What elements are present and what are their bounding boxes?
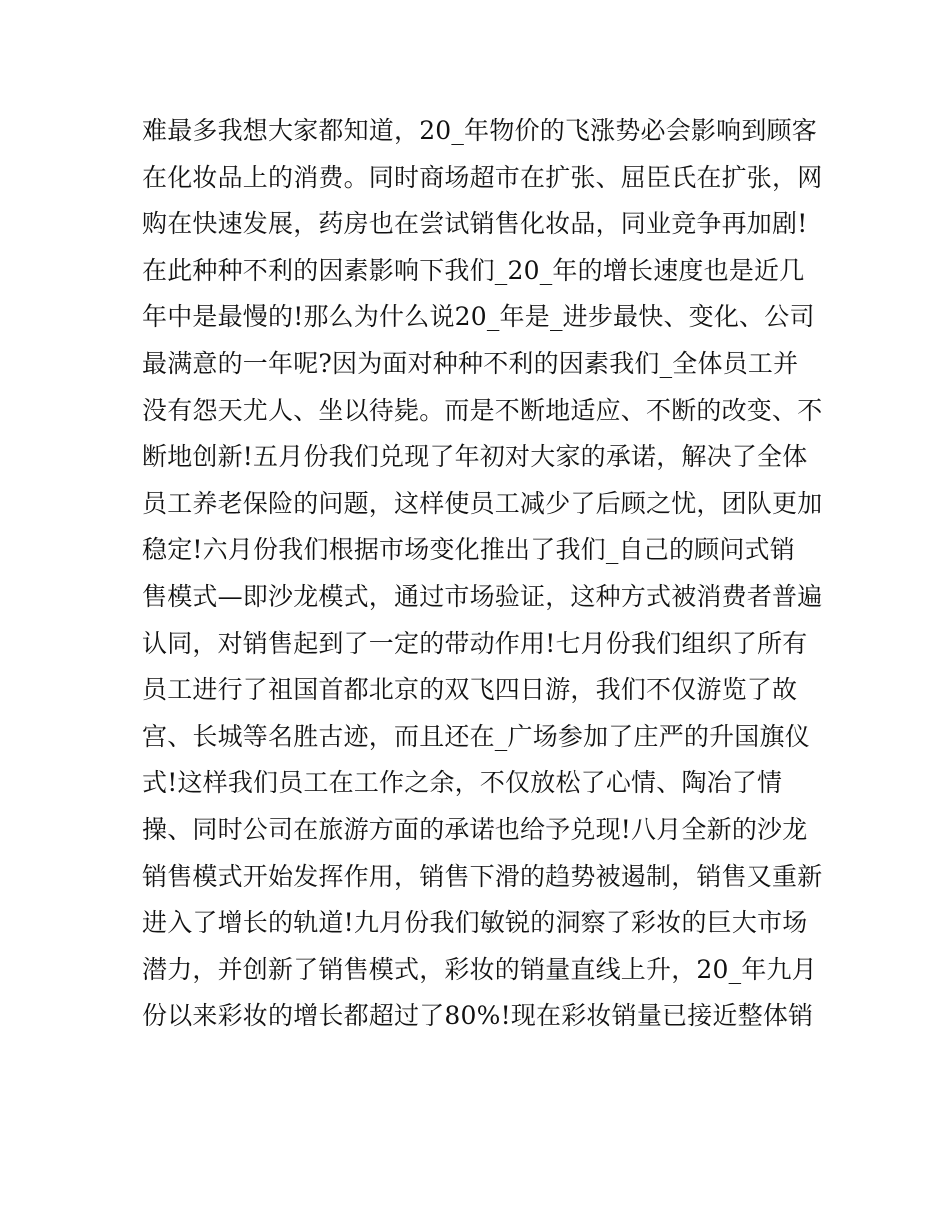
text-line: 在化妆品上的消费。同时商场超市在扩张、屈臣氏在扩张，网 bbox=[142, 162, 823, 192]
text-line: 份以来彩妆的增长都超过了80%!现在彩妆销量已接近整体销 bbox=[142, 1001, 814, 1031]
text-line: 潜力，并创新了销售模式，彩妆的销量直线上升，20_年九月 bbox=[142, 954, 817, 984]
text-line: 购在快速发展，药房也在尝试销售化妆品，同业竞争再加剧! bbox=[142, 209, 808, 239]
text-line: 断地创新!五月份我们兑现了年初对大家的承诺，解决了全体 bbox=[142, 442, 808, 472]
text-line: 最满意的一年呢?因为面对种种不利的因素我们_全体员工并 bbox=[142, 348, 799, 378]
text-line: 员工养老保险的问题，这样使员工减少了后顾之忧，团队更加 bbox=[142, 488, 823, 518]
text-line: 员工进行了祖国首都北京的双飞四日游，我们不仅游览了故 bbox=[142, 675, 798, 705]
text-line: 认同，对销售起到了一定的带动作用!七月份我们组织了所有 bbox=[142, 628, 808, 658]
text-line: 难最多我想大家都知道，20_年物价的飞涨势必会影响到顾客 bbox=[142, 116, 817, 145]
text-line: 进入了增长的轨道!九月份我们敏锐的洞察了彩妆的巨大市场 bbox=[142, 908, 808, 938]
text-line: 没有怨天尤人、坐以待毙。而是不断地适应、不断的改变、不 bbox=[142, 395, 823, 425]
text-line: 销售模式开始发挥作用，销售下滑的趋势被遏制，销售又重新 bbox=[142, 861, 823, 891]
text-line: 式!这样我们员工在工作之余，不仅放松了心情、陶冶了情 bbox=[142, 768, 783, 798]
body-paragraph bbox=[142, 108, 822, 1040]
text-line: 年中是最慢的!那么为什么说20_年是_进步最快、变化、公司 bbox=[142, 302, 815, 332]
text-line: 宫、长城等名胜古迹，而且还在_广场参加了庄严的升国旗仪 bbox=[142, 721, 810, 751]
text-line: 售模式—即沙龙模式，通过市场验证，这种方式被消费者普遍 bbox=[142, 581, 823, 611]
text-line: 操、同时公司在旅游方面的承诺也给予兑现!八月全新的沙龙 bbox=[142, 814, 808, 844]
text-line: 稳定!六月份我们根据市场变化推出了我们_自己的顾问式销 bbox=[142, 535, 795, 565]
text-line: 在此种种不利的因素影响下我们_20_年的增长速度也是近几 bbox=[142, 255, 805, 285]
